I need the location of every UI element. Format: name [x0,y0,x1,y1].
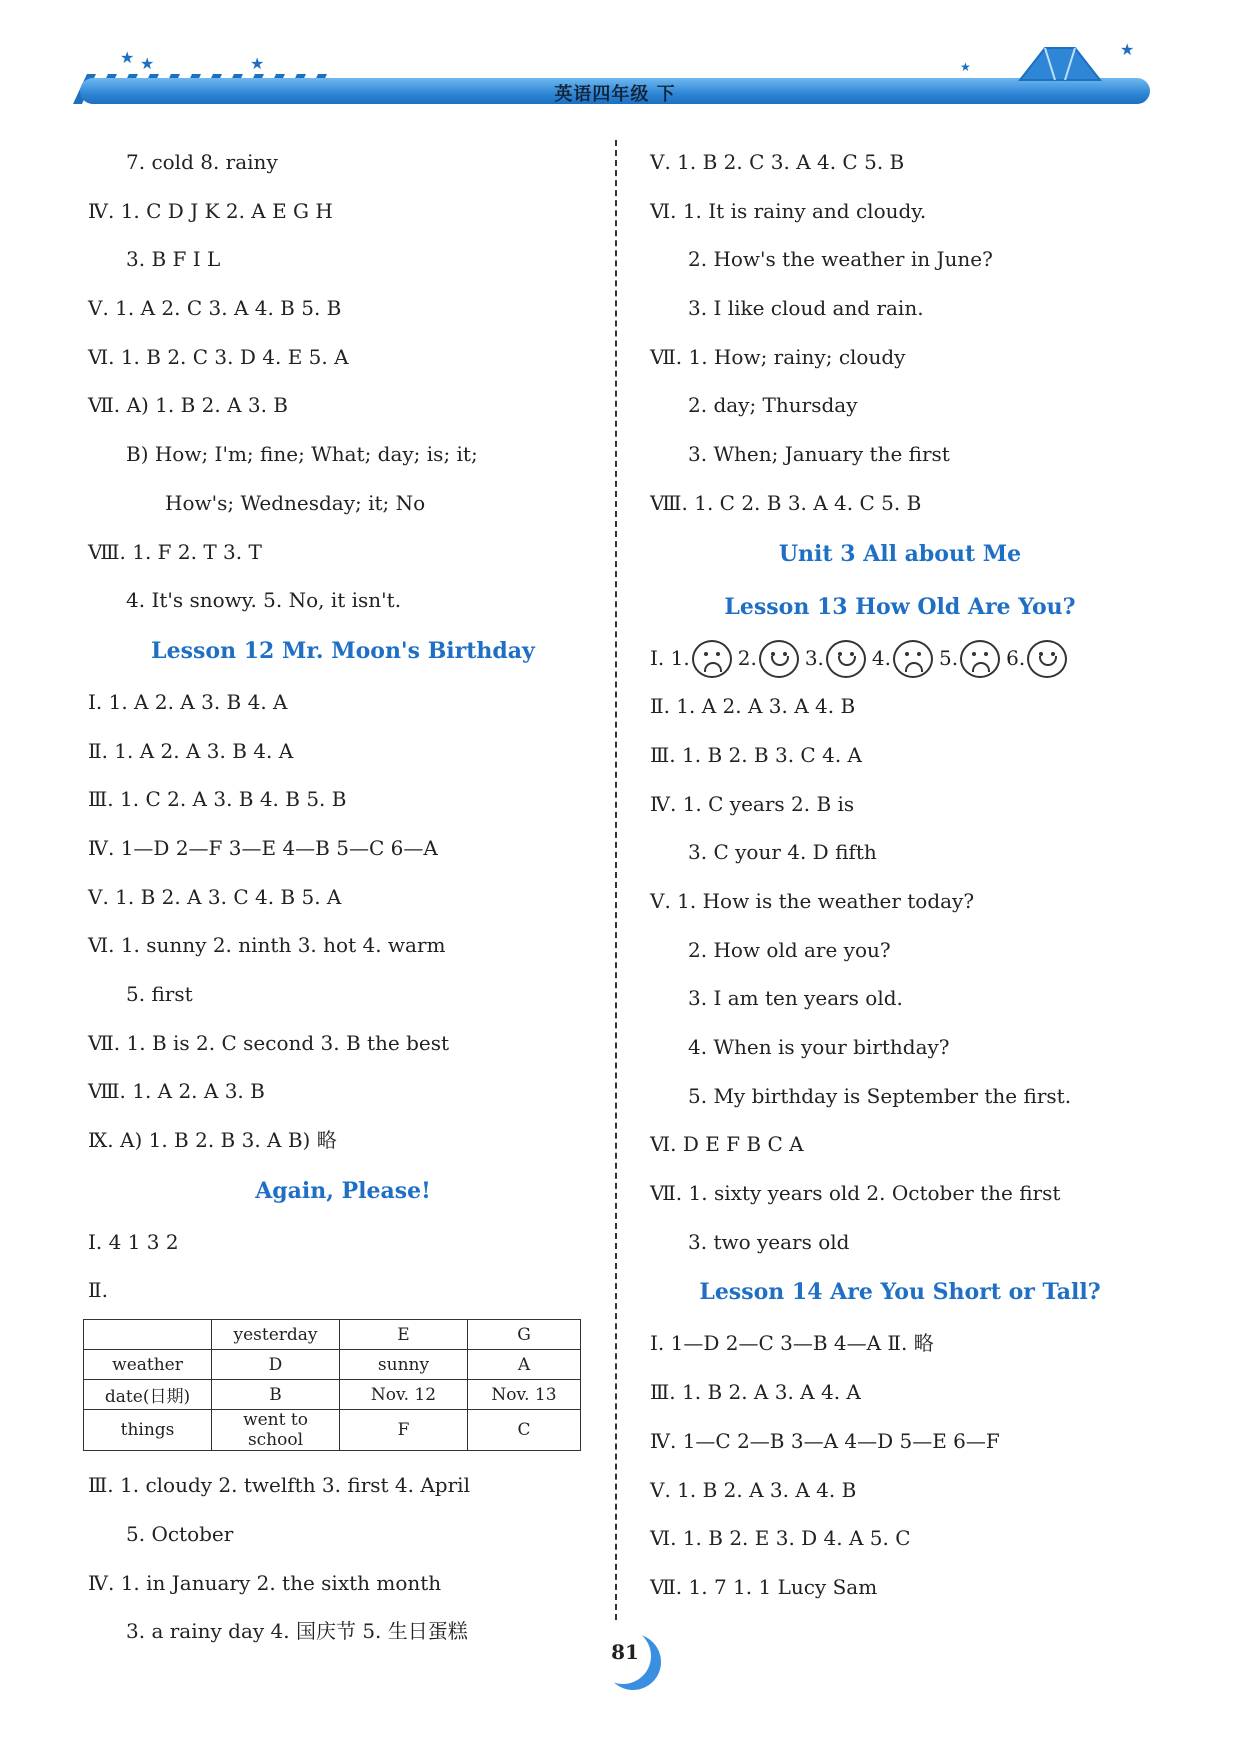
table-cell: G [468,1320,581,1350]
answer-line: 2. How's the weather in June? [688,247,993,272]
smiley-face-icon [1027,640,1067,678]
table-cell [84,1320,212,1350]
answer-line: B) How; I'm; fine; What; day; is; it; [126,442,478,467]
left-column [88,138,598,1656]
answer-table [83,1319,581,1451]
table-row [84,1350,581,1380]
answer-line: 4. When is your birthday? [688,1035,950,1059]
page-header [80,40,1150,120]
answer-line: Ⅰ. 4 1 3 2 [88,1229,179,1254]
column-divider [615,140,617,1620]
answer-line: Ⅳ. 1—D 2—F 3—E 4—B 5—C 6—A [88,835,438,860]
answer-line: 5. October [126,1521,234,1546]
table-cell: A [468,1350,581,1380]
table-cell: B [212,1380,340,1410]
table-cell: Nov. 13 [468,1380,581,1410]
answer-line: 4. It's snowy. 5. No, it isn't. [126,588,402,613]
answer-line: Ⅱ. 1. A 2. A 3. A 4. B [650,694,856,719]
table-cell: F [340,1410,468,1451]
answer-line: Ⅲ. 1. B 2. B 3. C 4. A [650,742,862,767]
answer-line: 3. two years old [688,1229,850,1254]
answer-line: Ⅳ. 1. in January 2. the sixth month [88,1570,442,1595]
star-icon: ★ [1120,40,1135,59]
table-cell: E [340,1320,468,1350]
answer-line: Ⅴ. 1. How is the weather today? [650,888,975,913]
section-heading: Lesson 13 How Old Are You? [724,593,1076,620]
face-number: 6. [1006,645,1026,670]
face-number: 4. [871,645,891,670]
section-heading: Lesson 12 Mr. Moon's Birthday [151,637,535,664]
answer-line: Ⅵ. 1. It is rainy and cloudy. [650,198,927,223]
face-number: 5. [939,645,959,670]
table-cell: things [84,1410,212,1451]
star-icon: ★ [140,54,155,73]
answer-line: Ⅴ. 1. B 2. A 3. C 4. B 5. A [88,884,342,909]
answer-line: Ⅴ. 1. B 2. C 3. A 4. C 5. B [650,150,905,174]
table-cell: went to school [212,1410,340,1451]
face-number: 2. [737,645,757,670]
answer-line: Ⅴ. 1. B 2. A 3. A 4. B [650,1477,857,1502]
answer-line: Ⅳ. 1—C 2—B 3—A 4—D 5—E 6—F [650,1428,1000,1453]
answer-line: 5. My birthday is September the first. [688,1083,1072,1108]
answer-line: 2. day; Thursday [688,393,858,418]
answer-line: Ⅵ. 1. sunny 2. ninth 3. hot 4. warm [88,933,446,958]
section-heading: Again, Please! [255,1177,431,1204]
face-number: 3. [804,645,824,670]
answer-line: Ⅶ. 1. sixty years old 2. October the first [650,1181,1061,1206]
answer-line: 3. B F I L [126,247,221,272]
sad-face-icon [960,640,1000,678]
answer-line: Ⅶ. 1. 7 1. 1 Lucy Sam [650,1574,878,1599]
table-cell: D [212,1350,340,1380]
answer-line: Ⅳ. 1. C years 2. B is [650,791,855,816]
face-number: 1. [670,645,690,670]
answer-line: Ⅴ. 1. A 2. C 3. A 4. B 5. B [88,296,342,321]
table-cell: Nov. 12 [340,1380,468,1410]
table-cell: yesterday [212,1320,340,1350]
answer-line: 5. first [126,982,193,1006]
page-number: 81 [611,1640,639,1664]
table-cell: date(日期) [84,1380,212,1410]
answer-line: Ⅷ. 1. A 2. A 3. B [88,1079,265,1104]
answer-line: How's; Wednesday; it; No [165,490,426,515]
answer-line: Ⅲ. 1. B 2. A 3. A 4. A [650,1380,861,1405]
sad-face-icon [893,640,933,678]
answer-line: Ⅷ. 1. C 2. B 3. A 4. C 5. B [650,490,922,515]
table-row [84,1320,581,1350]
answer-line: 7. cold 8. rainy [126,150,278,174]
answer-line: 3. I like cloud and rain. [688,296,924,321]
answer-line: Ⅲ. 1. C 2. A 3. B 4. B 5. B [88,787,347,812]
diamond-icon [1010,40,1110,90]
smiley-face-icon [826,640,866,678]
answer-line: Ⅳ. 1. C D J K 2. A E G H [88,198,333,223]
answer-line: 3. I am ten years old. [688,986,903,1011]
answer-line: Ⅰ. 1. A 2. A 3. B 4. A [88,689,288,714]
answer-line: 3. C your 4. D fifth [688,840,877,865]
answer-line: Ⅵ. D E F B C A [650,1132,804,1157]
table-cell: sunny [340,1350,468,1380]
smiley-face-icon [759,640,799,678]
star-icon: ★ [120,48,135,67]
answer-line: 2. How old are you? [688,937,891,962]
table-row [84,1380,581,1410]
section-heading: Unit 3 All about Me [778,540,1022,567]
answer-line: 3. When; January the first [688,442,950,467]
section-heading: Lesson 14 Are You Short or Tall? [699,1279,1101,1306]
answer-line: Ⅶ. 1. How; rainy; cloudy [650,344,906,369]
answer-line: Ⅵ. 1. B 2. E 3. D 4. A 5. C [650,1526,911,1551]
answer-line: Ⅰ. 1—D 2—C 3—B 4—A Ⅱ. 略 [650,1331,934,1356]
answer-line: Ⅷ. 1. F 2. T 3. T [88,539,262,564]
answer-line: Ⅲ. 1. cloudy 2. twelfth 3. first 4. April [88,1473,470,1498]
answer-line: Ⅱ. 1. A 2. A 3. B 4. A [88,738,294,763]
right-column [650,138,1150,1612]
answer-line: Ⅵ. 1. B 2. C 3. D 4. E 5. A [88,344,349,369]
sad-face-icon [692,640,732,678]
table-row [84,1410,581,1451]
header-title: 英语四年级 下 [554,84,676,105]
table-cell: C [468,1410,581,1451]
answer-line: Ⅱ. [88,1278,108,1303]
answer-line: 3. a rainy day 4. 国庆节 5. 生日蛋糕 [126,1619,468,1644]
star-icon: ★ [250,54,265,73]
answer-line: Ⅶ. A) 1. B 2. A 3. B [88,393,288,418]
answer-line: Ⅶ. 1. B is 2. C second 3. B the best [88,1030,450,1055]
star-icon: ★ [960,60,971,74]
table-cell: weather [84,1350,212,1380]
answer-label: Ⅰ. [650,645,671,670]
answer-line-faces [650,634,1150,683]
answer-line: Ⅸ. A) 1. B 2. B 3. A B) 略 [88,1128,337,1153]
